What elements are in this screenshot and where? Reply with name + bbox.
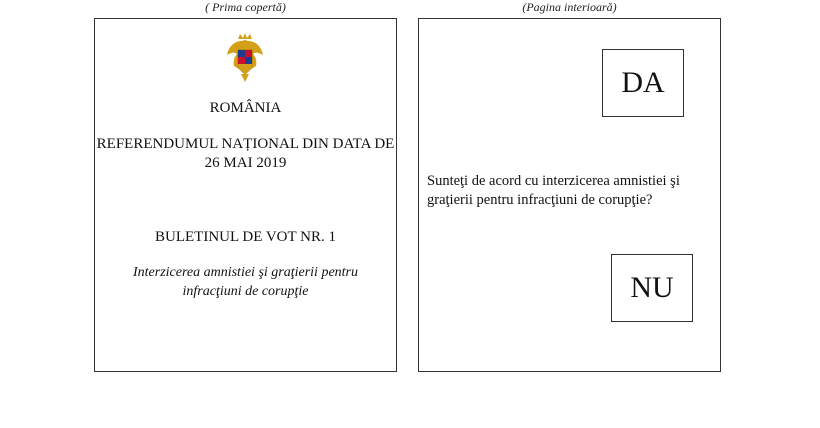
romania-coat-of-arms-icon bbox=[225, 33, 265, 83]
ballot-number: BULETINUL DE VOT NR. 1 bbox=[155, 229, 336, 245]
ballot-interior-page bbox=[418, 18, 721, 372]
interior-caption: (Pagina interioară) bbox=[522, 0, 617, 14]
vote-yes-box[interactable]: DA bbox=[602, 49, 684, 117]
vote-no-box[interactable]: NU bbox=[611, 254, 693, 322]
ballot-subject: Interzicerea amnistiei şi graţierii pentru infracţiuni de corupţie bbox=[132, 265, 358, 299]
referendum-question: Sunteţi de acord cu interzicerea amnistiei şi graţierii pentru infracţiuni de corupţie? bbox=[427, 173, 680, 208]
cover-caption: ( Prima copertă) bbox=[205, 0, 286, 14]
ballot-cover-page bbox=[94, 18, 397, 372]
referendum-title: REFERENDUMUL NAȚIONAL DIN DATA DE 26 MAI 2019 bbox=[96, 136, 395, 171]
country-name: ROMÂNIA bbox=[209, 100, 282, 116]
